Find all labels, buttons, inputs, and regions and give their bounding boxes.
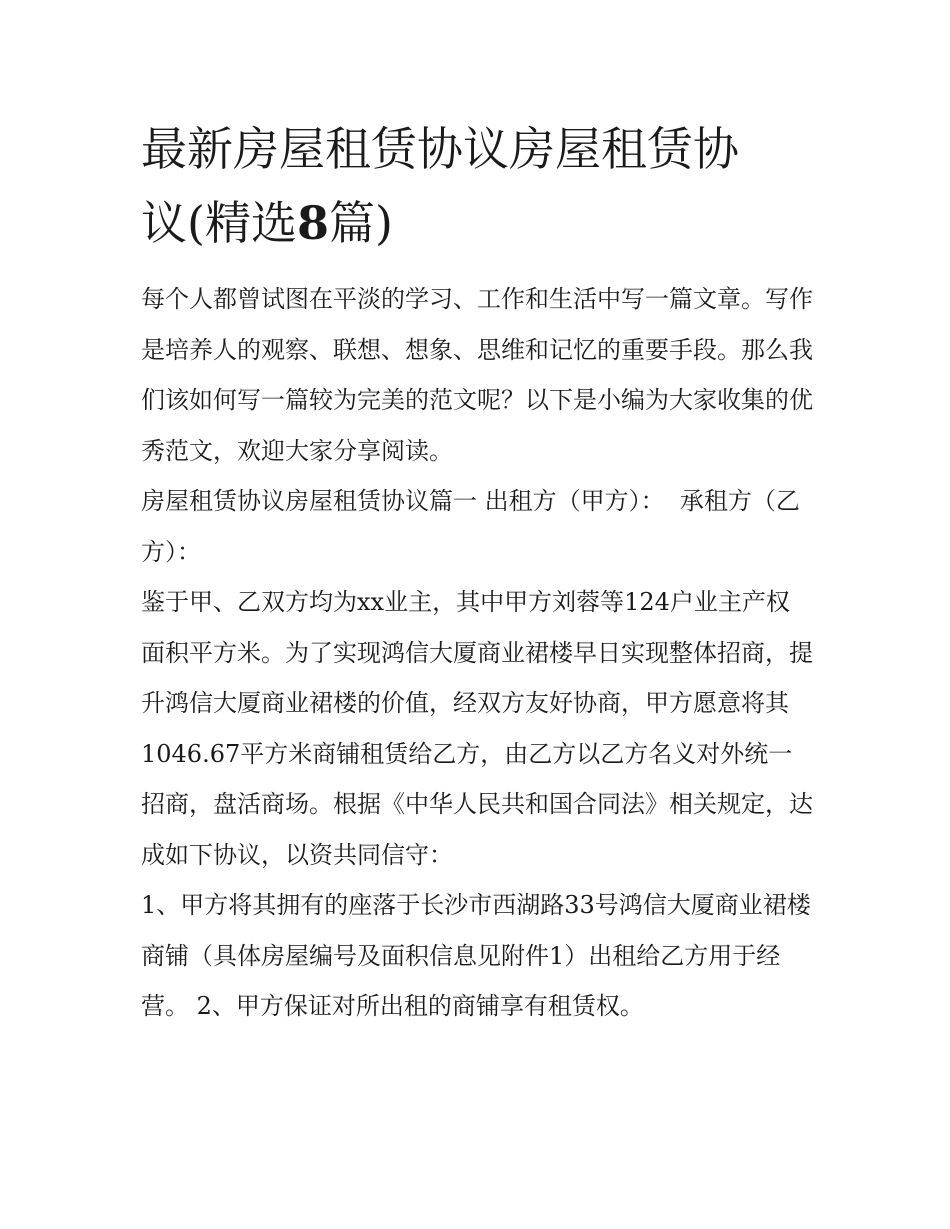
agreement-basis-paragraph: 1046.67平方米商铺租赁给乙方，由乙方以乙方名义对外统一招商，盘活商场。根据《中华人民共和国合同法》相关规定，达成如下协议，以资共同信守： (141, 739, 813, 869)
title-line-2-number: 8 (296, 196, 329, 250)
title-line-1: 最新房屋租赁协议房屋租赁协 (141, 122, 739, 176)
title-line-2-suffix: 篇) (328, 196, 393, 250)
clause-paragraph: 1、甲方将其拥有的座落于长沙市西湖路33号鸿信大厦商业裙楼商铺（具体房屋编号及面积信息见附件1）出租给乙方用于经营。 2、甲方保证对所出租的商铺享有租赁权。 (141, 891, 811, 1020)
section-heading-parties: 房屋租赁协议房屋租赁协议篇一 出租方（甲方）： 承租方（乙方）： (141, 487, 800, 566)
intro-paragraph: 每个人都曾试图在平淡的学习、工作和生活中写一篇文章。写作是培养人的观察、联想、想象、思维和记忆的重要手段。那么我们该如何写一篇较为完美的范文呢？以下是小编为大家收集的优秀范文，欢迎大家分享阅读。 (141, 285, 813, 465)
title-line-2-prefix: 议(精选 (141, 196, 297, 250)
document-body (141, 112, 813, 1032)
document-title (141, 112, 813, 260)
recital-paragraph: 鉴于甲、乙双方均为xx业主，其中甲方刘蓉等124户业主产权面积平方米。为了实现鸿信大厦商业裙楼早日实现整体招商，提升鸿信大厦商业裙楼的价值，经双方友好协商，甲方愿意将其 (141, 588, 813, 717)
